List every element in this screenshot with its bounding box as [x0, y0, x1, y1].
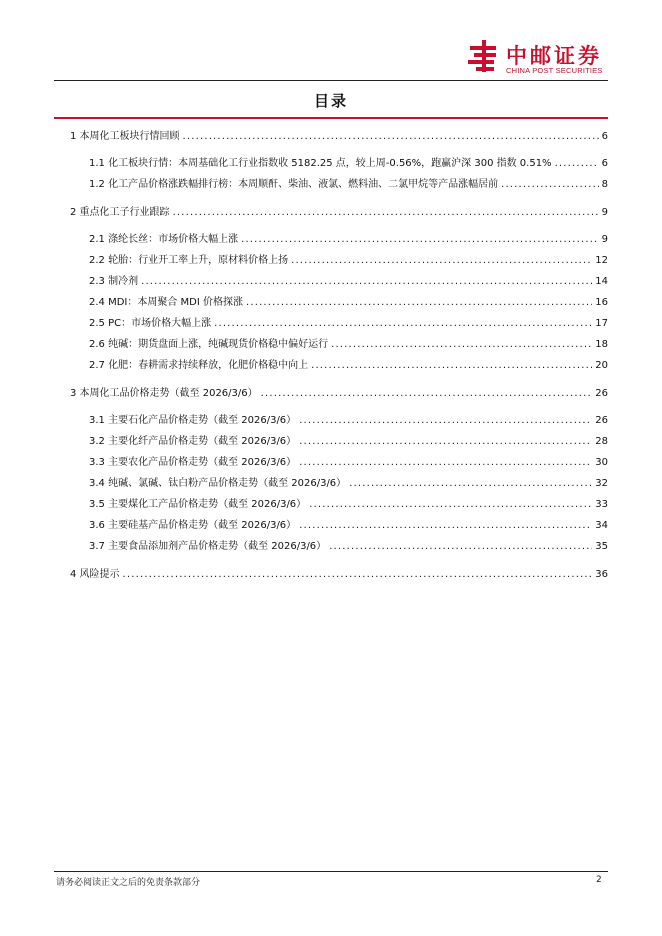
toc-entry-3-7[interactable] [89, 537, 608, 552]
toc-entry-page: 28 [595, 436, 608, 447]
toc-entry-page: 6 [601, 131, 608, 142]
toc-entry-2-1[interactable] [89, 230, 608, 245]
toc-entry-2-2[interactable] [89, 251, 608, 266]
toc-entry-2[interactable] [70, 203, 608, 218]
toc-leader-dots [183, 131, 599, 142]
toc-entry-3-6[interactable] [89, 516, 608, 531]
toc-leader-dots [241, 234, 599, 245]
toc-entry-3-5[interactable] [89, 495, 608, 510]
toc-entry-page: 30 [595, 457, 608, 468]
page-number: 2 [596, 875, 602, 885]
toc-leader-dots [331, 339, 592, 350]
toc-entry-page: 9 [601, 207, 608, 218]
toc-entry-page: 32 [595, 478, 608, 489]
company-logo [468, 40, 618, 76]
toc-title: 目录 [313, 92, 348, 110]
toc-entry-3-2[interactable] [89, 432, 608, 447]
toc-entry-title: 2.6 纯碱：期货盘面上涨，纯碱现货价格稳中偏好运行 [89, 339, 329, 350]
toc-entry-2-7[interactable] [89, 356, 608, 371]
toc-leader-dots [123, 569, 593, 580]
toc-entry-page: 20 [595, 360, 608, 371]
toc-entry-title: 1.2 化工产品价格涨跌幅排行榜：本周顺酐、柴油、液氯、燃料油、二氯甲烷等产品涨幅居前 [89, 179, 499, 190]
toc-entry-page: 26 [595, 415, 608, 426]
toc-entry-title: 3.6 主要硅基产品价格走势（截至 2026/3/6） [89, 520, 297, 531]
toc-leader-dots [311, 360, 592, 371]
toc-entry-title: 2.4 MDI：本周聚合 MDI 价格探涨 [89, 297, 243, 308]
toc-entry-3-4[interactable] [89, 474, 608, 489]
toc-entry-title: 2.5 PC：市场价格大幅上涨 [89, 318, 212, 329]
toc-entry-page: 36 [595, 569, 608, 580]
toc-entry-title: 4 风险提示 [70, 569, 120, 580]
toc-entry-page: 17 [595, 318, 608, 329]
toc-entry-1[interactable] [70, 127, 608, 142]
footer-divider [54, 871, 608, 872]
toc-entry-2-3[interactable] [89, 272, 608, 287]
toc-entry-page: 33 [595, 499, 608, 510]
toc-entry-page: 18 [595, 339, 608, 350]
china-post-logo-icon [468, 40, 498, 72]
toc-entry-title: 3.7 主要食品添加剂产品价格走势（截至 2026/3/6） [89, 541, 327, 552]
toc-entry-page: 9 [601, 234, 608, 245]
toc-entry-title: 1.1 化工板块行情：本周基础化工行业指数收 5182.25 点，较上周-0.56%，跑赢沪深 300 指数 0.51% [89, 158, 552, 169]
toc-entry-title: 2.1 涤纶长丝：市场价格大幅上涨 [89, 234, 239, 245]
toc-entry-3[interactable] [70, 384, 608, 399]
toc-entry-title: 3.4 纯碱、氯碱、钛白粉产品价格走势（截至 2026/3/6） [89, 478, 347, 489]
toc-leader-dots [261, 388, 593, 399]
toc-entry-4[interactable] [70, 565, 608, 580]
toc-entry-title: 3 本周化工品价格走势（截至 2026/3/6） [70, 388, 258, 399]
toc-entry-title: 1 本周化工板块行情回顾 [70, 131, 180, 142]
toc-leader-dots [173, 207, 599, 218]
toc-title-divider [54, 117, 608, 119]
toc-entry-3-3[interactable] [89, 453, 608, 468]
toc-leader-dots [299, 415, 592, 426]
toc-leader-dots [141, 276, 592, 287]
toc-entry-title: 2.3 制冷剂 [89, 276, 139, 287]
toc-leader-dots [329, 541, 592, 552]
logo-name-en: CHINA POST SECURITIES [506, 66, 603, 75]
header-divider [54, 80, 608, 81]
toc-entry-page: 35 [595, 541, 608, 552]
toc-leader-dots [291, 255, 592, 266]
toc-entry-page: 26 [595, 388, 608, 399]
toc-entry-title: 3.2 主要化纤产品价格走势（截至 2026/3/6） [89, 436, 297, 447]
disclaimer-note: 请务必阅读正文之后的免责条款部分 [56, 878, 201, 888]
toc-entry-title: 3.3 主要农化产品价格走势（截至 2026/3/6） [89, 457, 297, 468]
toc-entry-page: 12 [595, 255, 608, 266]
toc-leader-dots [349, 478, 592, 489]
logo-name-cn: 中邮证券 [506, 44, 602, 68]
toc-entry-2-6[interactable] [89, 335, 608, 350]
toc-leader-dots [299, 436, 592, 447]
toc-leader-dots [246, 297, 592, 308]
toc-entry-page: 6 [601, 158, 608, 169]
toc-leader-dots [299, 520, 592, 531]
toc-entry-title: 3.5 主要煤化工产品价格走势（截至 2026/3/6） [89, 499, 307, 510]
toc-leader-dots [309, 499, 592, 510]
toc-entry-title: 3.1 主要石化产品价格走势（截至 2026/3/6） [89, 415, 297, 426]
toc-entry-title: 2.2 轮胎：行业开工率上升，原材料价格上扬 [89, 255, 289, 266]
toc-entry-3-1[interactable] [89, 411, 608, 426]
toc-leader-dots [501, 179, 599, 190]
toc-entry-page: 14 [595, 276, 608, 287]
toc-entry-page: 16 [595, 297, 608, 308]
toc-leader-dots [299, 457, 592, 468]
toc-entry-1-2[interactable] [89, 175, 608, 190]
toc-entry-1-1[interactable] [89, 154, 608, 169]
toc-entry-page: 34 [595, 520, 608, 531]
toc-entry-title: 2 重点化工子行业跟踪 [70, 207, 170, 218]
toc-leader-dots [555, 158, 599, 169]
toc-entry-2-4[interactable] [89, 293, 608, 308]
toc-entry-2-5[interactable] [89, 314, 608, 329]
toc-entry-title: 2.7 化肥：春耕需求持续释放，化肥价格稳中向上 [89, 360, 309, 371]
toc-leader-dots [214, 318, 592, 329]
toc-entry-page: 8 [601, 179, 608, 190]
